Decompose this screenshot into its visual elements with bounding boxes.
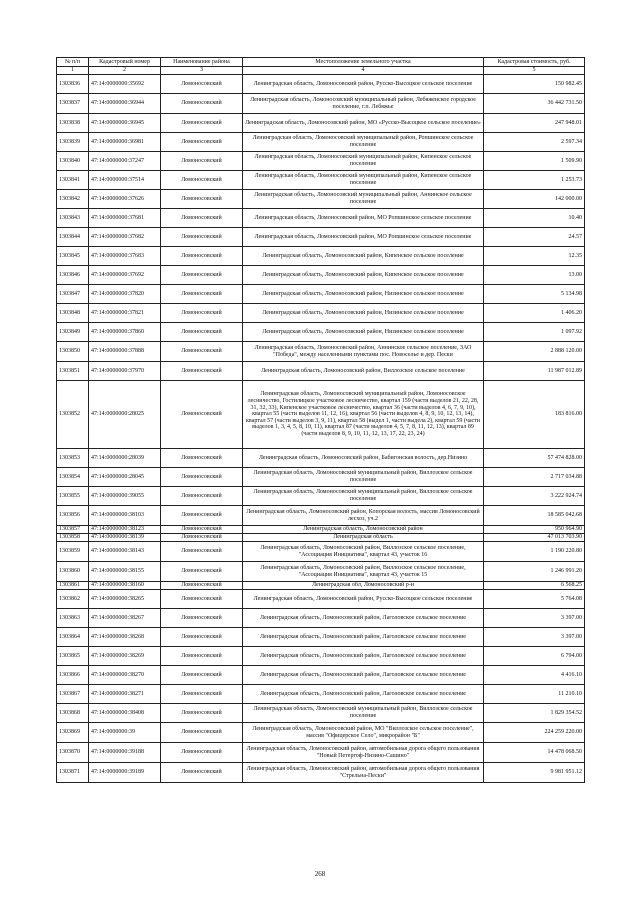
cadastral-value-cell: 4 416.10 bbox=[484, 666, 585, 685]
table-row bbox=[57, 666, 585, 685]
location-cell: Ленинградская область, Ломоносовский район, Лаголовское сельское поселение bbox=[243, 647, 484, 666]
district-cell: Ломоносовский bbox=[161, 647, 243, 666]
district-cell: Ломоносовский bbox=[161, 266, 243, 285]
location-cell: Ленинградская область, Ломоносовский район bbox=[243, 526, 484, 534]
table-row bbox=[57, 487, 585, 506]
row-number-cell: 1303862 bbox=[57, 590, 89, 609]
cadastral-number-cell: 47:14:0000000:28039 bbox=[89, 449, 161, 468]
column-index: 2 bbox=[89, 67, 161, 75]
cadastral-value-cell: 2 717 034.88 bbox=[484, 468, 585, 487]
district-cell: Ломоносовский bbox=[161, 209, 243, 228]
cadastral-number-cell: 47:14:0000000:37682 bbox=[89, 228, 161, 247]
location-cell: Ленинградская область, Ломоносовский район, Лаголовское сельское поселение bbox=[243, 628, 484, 647]
district-cell: Ломоносовский bbox=[161, 152, 243, 171]
cadastral-number-cell: 47:14:0000000:39 bbox=[89, 723, 161, 743]
district-cell: Ломоносовский bbox=[161, 590, 243, 609]
district-cell: Ломоносовский bbox=[161, 133, 243, 152]
location-cell: Ленинградская область, Ломоносовский муниципальный район, Ломоносовское лесничество, Гостилицкое участковое лесничество, квартал 159 (части выделов 21, 22, 28, 31, 32, 33), Кипенское участковое лесничество, квартал 36 (части выделов 4, 6, 7, 9, 10), квартал 55 (части выделов 11, 12, 16), квартал 56 (части выделов 4, 8, 9, 10, 12, 13, 14), квартал 57 (части выделов 3, 9, 11), квартал 58 (выдел 1, части выдела 2), квартал 59 (части выделов 1, 3, 4, 5, 8, 10, 11), квартал 87 (части выделов 4, 5, 7, 8, 11, 12, 13), квартал 89 (части выделов 8, 9, 10, 11, 12, 13, 17, 22, 23, 24) bbox=[243, 381, 484, 449]
location-cell: Ленинградская область, Ломоносовский район, Кипенское сельское поселение bbox=[243, 247, 484, 266]
location-cell: Ленинградская область, Ломоносовский муниципальный район, Виллозское сельское поселение bbox=[243, 704, 484, 723]
location-cell: Ленинградская область, Ломоносовский район, Низинское сельское поселение bbox=[243, 304, 484, 323]
district-cell: Ломоносовский bbox=[161, 743, 243, 763]
header-row-number: № п/п bbox=[57, 58, 89, 67]
cadastral-number-cell: 47:14:0000000:36981 bbox=[89, 133, 161, 152]
cadastral-value-cell: 2 597.34 bbox=[484, 133, 585, 152]
cadastral-value-cell: 36 442 731.50 bbox=[484, 94, 585, 114]
row-number-cell: 1303842 bbox=[57, 190, 89, 209]
location-cell: Ленинградская область, Ломоносовский район, МО Ропшинское сельское поселение bbox=[243, 209, 484, 228]
cadastral-value-table bbox=[56, 57, 585, 783]
cadastral-number-cell: 47:14:0000000:37821 bbox=[89, 304, 161, 323]
cadastral-number-cell: 47:14:0000000:38139 bbox=[89, 534, 161, 542]
row-number-cell: 1303853 bbox=[57, 449, 89, 468]
table-row bbox=[57, 647, 585, 666]
table-row bbox=[57, 685, 585, 704]
location-cell: Ленинградская область, Ломоносовский район, автомобильная дорога общего пользования "Новый Петергоф-Низино-Сашино" bbox=[243, 743, 484, 763]
district-cell: Ломоносовский bbox=[161, 75, 243, 94]
cadastral-number-cell: 47:14:0000000:35692 bbox=[89, 75, 161, 94]
row-number-cell: 1303836 bbox=[57, 75, 89, 94]
row-number-cell: 1303871 bbox=[57, 763, 89, 783]
district-cell: Ломоносовский bbox=[161, 94, 243, 114]
row-number-cell: 1303854 bbox=[57, 468, 89, 487]
row-number-cell: 1303841 bbox=[57, 171, 89, 190]
cadastral-number-cell: 47:14:0000000:38123 bbox=[89, 526, 161, 534]
cadastral-number-cell: 47:14:0000000:38269 bbox=[89, 647, 161, 666]
table-row bbox=[57, 75, 585, 94]
location-cell: Ленинградская область, Ломоносовский муниципальный район, Виллозское сельское поселение bbox=[243, 468, 484, 487]
row-number-cell: 1303868 bbox=[57, 704, 89, 723]
table-row bbox=[57, 362, 585, 381]
location-cell: Ленинградская область, Ломоносовский муниципальный район, Виллозское сельское поселение bbox=[243, 487, 484, 506]
district-cell: Ломоносовский bbox=[161, 526, 243, 534]
district-cell: Ломоносовский bbox=[161, 228, 243, 247]
row-number-cell: 1303850 bbox=[57, 342, 89, 362]
table-row bbox=[57, 449, 585, 468]
header-district: Наименование района bbox=[161, 58, 243, 67]
location-cell: Ленинградская область, Ломоносовский район, Низинское сельское поселение bbox=[243, 285, 484, 304]
cadastral-number-cell: 47:14:0000000:38160 bbox=[89, 582, 161, 590]
cadastral-number-cell: 47:14:0000000:37888 bbox=[89, 342, 161, 362]
header-location: Местоположение земельного участка bbox=[243, 58, 484, 67]
location-cell: Ленинградская область, Ломоносовский район, Русско-Высоцкое сельское поселение bbox=[243, 590, 484, 609]
row-number-cell: 1303851 bbox=[57, 362, 89, 381]
cadastral-number-cell: 47:14:0000000:38143 bbox=[89, 542, 161, 562]
table-row bbox=[57, 285, 585, 304]
cadastral-value-cell: 247 948.01 bbox=[484, 114, 585, 133]
location-cell: Ленинградская область, Ломоносовский район, Виллозское сельское поселение, "Ассоциация Инициатива", квартал 43, участок 16 bbox=[243, 542, 484, 562]
table-row bbox=[57, 534, 585, 542]
table-row bbox=[57, 133, 585, 152]
cadastral-value-cell: 12.35 bbox=[484, 247, 585, 266]
row-number-cell: 1303866 bbox=[57, 666, 89, 685]
cadastral-value-cell: 183 816.00 bbox=[484, 381, 585, 449]
district-cell: Ломоносовский bbox=[161, 247, 243, 266]
cadastral-value-cell: 3 222 924.74 bbox=[484, 487, 585, 506]
table-row bbox=[57, 506, 585, 526]
table-row bbox=[57, 228, 585, 247]
row-number-cell: 1303860 bbox=[57, 562, 89, 582]
cadastral-value-cell: 2 888 120.00 bbox=[484, 342, 585, 362]
row-number-cell: 1303867 bbox=[57, 685, 89, 704]
table-row bbox=[57, 304, 585, 323]
cadastral-number-cell: 47:14:0000000:36945 bbox=[89, 114, 161, 133]
district-cell: Ломоносовский bbox=[161, 381, 243, 449]
table-row bbox=[57, 582, 585, 590]
district-cell: Ломоносовский bbox=[161, 562, 243, 582]
table-row bbox=[57, 381, 585, 449]
cadastral-value-cell: 3 397.00 bbox=[484, 628, 585, 647]
row-number-cell: 1303838 bbox=[57, 114, 89, 133]
cadastral-value-cell: 5 134.98 bbox=[484, 285, 585, 304]
district-cell: Ломоносовский bbox=[161, 704, 243, 723]
row-number-cell: 1303846 bbox=[57, 266, 89, 285]
table-row bbox=[57, 468, 585, 487]
cadastral-number-cell: 47:14:0000000:37860 bbox=[89, 323, 161, 342]
row-number-cell: 1303843 bbox=[57, 209, 89, 228]
cadastral-value-cell: 142 000.00 bbox=[484, 190, 585, 209]
cadastral-number-cell: 47:14:0000000:28045 bbox=[89, 468, 161, 487]
table-row bbox=[57, 590, 585, 609]
cadastral-value-cell: 13.00 bbox=[484, 266, 585, 285]
cadastral-number-cell: 47:14:0000000:37683 bbox=[89, 247, 161, 266]
table-row bbox=[57, 209, 585, 228]
location-cell: Ленинградская обл, Ломоносовский р-н bbox=[243, 582, 484, 590]
location-cell: Ленинградская область, Ломоносовский район, Лаголовское сельское поселение bbox=[243, 685, 484, 704]
cadastral-value-cell: 18 585 042.68 bbox=[484, 506, 585, 526]
row-number-cell: 1303849 bbox=[57, 323, 89, 342]
row-number-cell: 1303844 bbox=[57, 228, 89, 247]
district-cell: Ломоносовский bbox=[161, 487, 243, 506]
row-number-cell: 1303865 bbox=[57, 647, 89, 666]
district-cell: Ломоносовский bbox=[161, 534, 243, 542]
cadastral-value-cell: 24.57 bbox=[484, 228, 585, 247]
cadastral-number-cell: 47:14:0000000:38268 bbox=[89, 628, 161, 647]
row-number-cell: 1303855 bbox=[57, 487, 89, 506]
column-index: 1 bbox=[57, 67, 89, 75]
district-cell: Ломоносовский bbox=[161, 449, 243, 468]
row-number-cell: 1303857 bbox=[57, 526, 89, 534]
location-cell: Ленинградская область, Ломоносовский муниципальный район, Кипенское сельское поселение bbox=[243, 171, 484, 190]
cadastral-value-cell: 950 964.90 bbox=[484, 526, 585, 534]
cadastral-number-cell: 47:14:0000000:38103 bbox=[89, 506, 161, 526]
header-cadastral-value: Кадастровая стоимость, руб. bbox=[484, 58, 585, 67]
row-number-cell: 1303837 bbox=[57, 94, 89, 114]
table-row bbox=[57, 723, 585, 743]
cadastral-value-cell: 1 097.92 bbox=[484, 323, 585, 342]
district-cell: Ломоносовский bbox=[161, 628, 243, 647]
table-row bbox=[57, 763, 585, 783]
location-cell: Ленинградская область, Ломоносовский район, Кипенское сельское поселение bbox=[243, 266, 484, 285]
cadastral-value-cell: 57 474 828.00 bbox=[484, 449, 585, 468]
district-cell: Ломоносовский bbox=[161, 171, 243, 190]
location-cell: Ленинградская область, Ломоносовский муниципальный район, Кипенское сельское поселение bbox=[243, 152, 484, 171]
row-number-cell: 1303852 bbox=[57, 381, 89, 449]
cadastral-value-cell: 6 794.00 bbox=[484, 647, 585, 666]
cadastral-number-cell: 47:14:0000000:38408 bbox=[89, 704, 161, 723]
row-number-cell: 1303861 bbox=[57, 582, 89, 590]
cadastral-number-cell: 47:14:0000000:38270 bbox=[89, 666, 161, 685]
cadastral-number-cell: 47:14:0000000:37820 bbox=[89, 285, 161, 304]
row-number-cell: 1303869 bbox=[57, 723, 89, 743]
location-cell: Ленинградская область, Ломоносовский район, Низинское сельское поселение bbox=[243, 323, 484, 342]
table-row bbox=[57, 114, 585, 133]
row-number-cell: 1303840 bbox=[57, 152, 89, 171]
cadastral-value-cell: 224 259 220.00 bbox=[484, 723, 585, 743]
district-cell: Ломоносовский bbox=[161, 763, 243, 783]
row-number-cell: 1303863 bbox=[57, 609, 89, 628]
location-cell: Ленинградская область, Ломоносовский район, автомобильная дорога общего пользования "Стрельна-Пески" bbox=[243, 763, 484, 783]
table-row bbox=[57, 562, 585, 582]
cadastral-value-cell: 3 397.00 bbox=[484, 609, 585, 628]
district-cell: Ломоносовский bbox=[161, 114, 243, 133]
table-row bbox=[57, 171, 585, 190]
table-row bbox=[57, 743, 585, 763]
district-cell: Ломоносовский bbox=[161, 285, 243, 304]
table-row bbox=[57, 266, 585, 285]
cadastral-number-cell: 47:14:0000000:39189 bbox=[89, 763, 161, 783]
column-index-row bbox=[57, 67, 585, 75]
district-cell: Ломоносовский bbox=[161, 304, 243, 323]
location-cell: Ленинградская область, Ломоносовский район, МО "Виллозское сельское поселение", массив "Офицерское Село", микрорайон "Б" bbox=[243, 723, 484, 743]
table-row bbox=[57, 628, 585, 647]
district-cell: Ломоносовский bbox=[161, 582, 243, 590]
cadastral-number-cell: 47:14:0000000:38155 bbox=[89, 562, 161, 582]
cadastral-value-cell: 1 829 354.52 bbox=[484, 704, 585, 723]
cadastral-value-cell: 1 246 991.20 bbox=[484, 562, 585, 582]
cadastral-number-cell: 47:14:0000000:36944 bbox=[89, 94, 161, 114]
column-index: 4 bbox=[243, 67, 484, 75]
table-row bbox=[57, 526, 585, 534]
row-number-cell: 1303847 bbox=[57, 285, 89, 304]
district-cell: Ломоносовский bbox=[161, 342, 243, 362]
cadastral-value-cell: 10.40 bbox=[484, 209, 585, 228]
district-cell: Ломоносовский bbox=[161, 666, 243, 685]
table-row bbox=[57, 542, 585, 562]
row-number-cell: 1303858 bbox=[57, 534, 89, 542]
row-number-cell: 1303870 bbox=[57, 743, 89, 763]
table-row bbox=[57, 704, 585, 723]
row-number-cell: 1303856 bbox=[57, 506, 89, 526]
table-row bbox=[57, 323, 585, 342]
cadastral-number-cell: 47:14:0000000:37692 bbox=[89, 266, 161, 285]
table-row bbox=[57, 94, 585, 114]
district-cell: Ломоносовский bbox=[161, 723, 243, 743]
cadastral-value-cell: 1 509.90 bbox=[484, 152, 585, 171]
district-cell: Ломоносовский bbox=[161, 468, 243, 487]
cadastral-number-cell: 47:14:0000000:37247 bbox=[89, 152, 161, 171]
cadastral-value-cell: 11 210.10 bbox=[484, 685, 585, 704]
district-cell: Ломоносовский bbox=[161, 190, 243, 209]
location-cell: Ленинградская область, Ломоносовский район, Лаголовское сельское поселение bbox=[243, 609, 484, 628]
cadastral-value-cell: 14 478 068.50 bbox=[484, 743, 585, 763]
row-number-cell: 1303839 bbox=[57, 133, 89, 152]
district-cell: Ломоносовский bbox=[161, 506, 243, 526]
cadastral-value-cell: 1 406.20 bbox=[484, 304, 585, 323]
cadastral-value-cell: 9 981 951.12 bbox=[484, 763, 585, 783]
cadastral-number-cell: 47:14:0000000:37681 bbox=[89, 209, 161, 228]
location-cell: Ленинградская область, Ломоносовский район, МО «Русско-Высоцкое сельское поселение» bbox=[243, 114, 484, 133]
location-cell: Ленинградская область, Ломоносовский район, Виллозское сельское поселение, "Ассоциация Инициатива", квартал 43, участок 15 bbox=[243, 562, 484, 582]
cadastral-number-cell: 47:14:0000000:39055 bbox=[89, 487, 161, 506]
cadastral-number-cell: 47:14:0000000:37514 bbox=[89, 171, 161, 190]
row-number-cell: 1303864 bbox=[57, 628, 89, 647]
row-number-cell: 1303845 bbox=[57, 247, 89, 266]
location-cell: Ленинградская область, Ломоносовский район, Лаголовское сельское поселение bbox=[243, 666, 484, 685]
district-cell: Ломоносовский bbox=[161, 609, 243, 628]
cadastral-value-cell: 1 253.73 bbox=[484, 171, 585, 190]
location-cell: Ленинградская область, Ломоносовский район, Русско-Высоцкое сельское поселение bbox=[243, 75, 484, 94]
row-number-cell: 1303859 bbox=[57, 542, 89, 562]
location-cell: Ленинградская область bbox=[243, 534, 484, 542]
cadastral-value-cell: 6 568.25 bbox=[484, 582, 585, 590]
header-cadastral-number: Кадастровый номер bbox=[89, 58, 161, 67]
page-number: 268 bbox=[314, 870, 326, 878]
location-cell: Ленинградская область, Ломоносовский район, Копорская волость, массив Ломоносовский лесхоз, уч.2 bbox=[243, 506, 484, 526]
cadastral-value-cell: 11 987 012.89 bbox=[484, 362, 585, 381]
table-header-row bbox=[57, 58, 585, 67]
column-index: 5 bbox=[484, 67, 585, 75]
location-cell: Ленинградская область, Ломоносовский район, Бабигонская волость, дер.Низино bbox=[243, 449, 484, 468]
table-row bbox=[57, 152, 585, 171]
cadastral-number-cell: 47:14:0000000:38265 bbox=[89, 590, 161, 609]
district-cell: Ломоносовский bbox=[161, 362, 243, 381]
cadastral-value-cell: 47 013 703.90 bbox=[484, 534, 585, 542]
table-body bbox=[57, 75, 585, 783]
cadastral-number-cell: 47:14:0000000:37626 bbox=[89, 190, 161, 209]
cadastral-number-cell: 47:14:0000000:28025 bbox=[89, 381, 161, 449]
district-cell: Ломоносовский bbox=[161, 323, 243, 342]
location-cell: Ленинградская область, Ломоносовский муниципальный район, Аннинское сельское поселение bbox=[243, 190, 484, 209]
cadastral-number-cell: 47:14:0000000:39188 bbox=[89, 743, 161, 763]
cadastral-number-cell: 47:14:0000000:38267 bbox=[89, 609, 161, 628]
table-row bbox=[57, 609, 585, 628]
table-row bbox=[57, 247, 585, 266]
row-number-cell: 1303848 bbox=[57, 304, 89, 323]
table-row bbox=[57, 342, 585, 362]
location-cell: Ленинградская область, Ломоносовский муниципальный район, Ропшинское сельское поселение bbox=[243, 133, 484, 152]
table-row bbox=[57, 190, 585, 209]
column-index: 3 bbox=[161, 67, 243, 75]
cadastral-number-cell: 47:14:0000000:37970 bbox=[89, 362, 161, 381]
district-cell: Ломоносовский bbox=[161, 685, 243, 704]
document-page bbox=[56, 57, 584, 783]
district-cell: Ломоносовский bbox=[161, 542, 243, 562]
location-cell: Ленинградская область, Ломоносовский район, Аннинское сельское поселение, ЗАО "Победа", между населенными пунктами пос. Новоселье и дер. Пески bbox=[243, 342, 484, 362]
location-cell: Ленинградская область, Ломоносовский муниципальный район, Лебяженское городское поселение, г.п. Лебяжье bbox=[243, 94, 484, 114]
cadastral-value-cell: 5 764.08 bbox=[484, 590, 585, 609]
location-cell: Ленинградская область, Ломоносовский район, МО Ропшинское сельское поселение bbox=[243, 228, 484, 247]
location-cell: Ленинградская область, Ломоносовский район, Виллозское сельское поселение bbox=[243, 362, 484, 381]
cadastral-number-cell: 47:14:0000000:38271 bbox=[89, 685, 161, 704]
cadastral-value-cell: 1 190 220.80 bbox=[484, 542, 585, 562]
cadastral-value-cell: 150 982.45 bbox=[484, 75, 585, 94]
